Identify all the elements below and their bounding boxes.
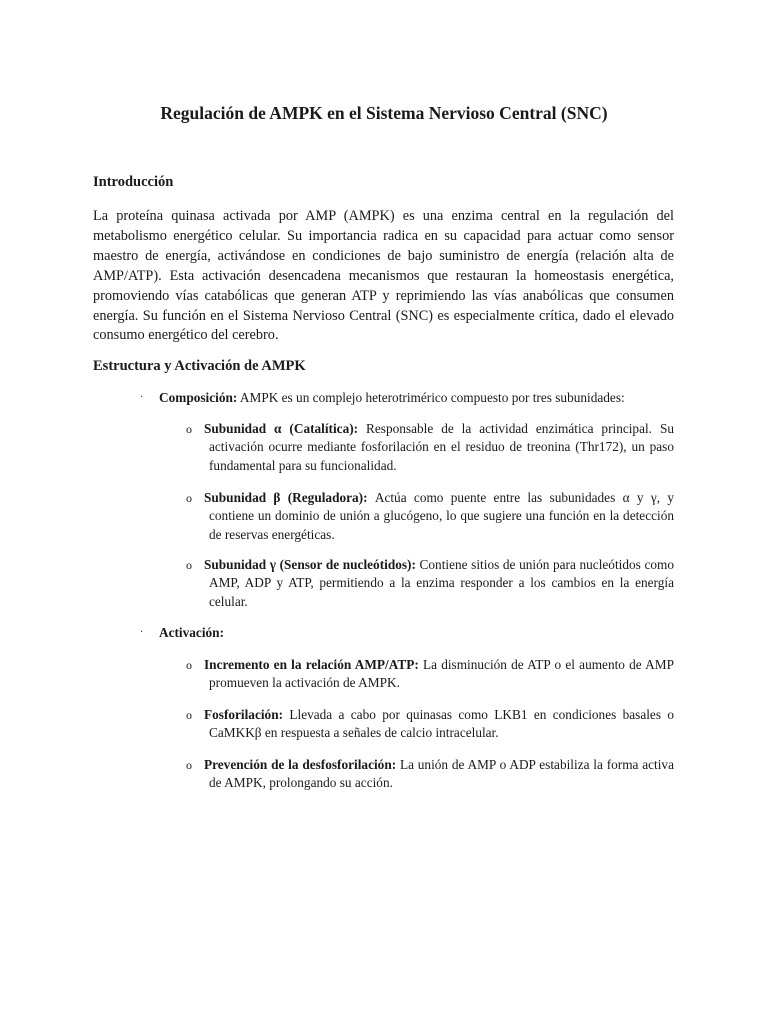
sub-item-dephosphorylation-prevention — [186, 756, 674, 793]
sub-marker: o — [186, 758, 192, 772]
sub-item-phosphorylation — [186, 706, 674, 743]
document-title: Regulación de AMPK en el Sistema Nervioso Central (SNC) — [160, 103, 608, 123]
sub-marker: o — [186, 708, 192, 722]
bullet-marker: · — [140, 392, 144, 403]
sub-item-label: Subunidad β (Reguladora): — [204, 490, 368, 505]
sub-item-text: La unión de AMP o ADP estabiliza la forma activa de AMPK, prolongando su acción. — [209, 757, 674, 791]
sub-item-text: Responsable de la actividad enzimática principal. Su activación ocurre mediante fosforilación en el residuo de treonina (Thr172), un paso fundamental para su funcionalidad. — [209, 421, 674, 473]
sub-item-text: La disminución de ATP o el aumento de AMP promueven la activación de AMPK. — [209, 657, 674, 691]
sub-item-label: Prevención de la desfosforilación: — [204, 757, 397, 772]
bullet-label: Activación: — [159, 625, 224, 640]
intro-paragraph: La proteína quinasa activada por AMP (AMPK) es una enzima central en la regulación del metabolismo energético celular. Su importancia radica en su capacidad para actuar como sensor maestro de energía, activándose en condiciones de bajo suministro de energía (relación alta de AMP/ATP). Esta activación desencadena mecanismos que restauran la homeostasis energética, promoviendo vías catabólicas que generan ATP y reprimiendo las vías anabólicas que consumen energía. Su función en el Sistema Nervioso Central (SNC) es especialmente crítica, dado el elevado consumo energético del cerebro. — [93, 208, 674, 344]
sub-item-label: Fosforilación: — [204, 707, 284, 722]
section-heading-intro: Introducción — [93, 174, 174, 190]
sub-marker: o — [186, 422, 192, 436]
bullet-activation — [159, 624, 679, 642]
sub-item-beta — [186, 489, 674, 544]
bullet-composition — [159, 389, 679, 407]
sub-item-text: Llevada a cabo por quinasas como LKB1 en condiciones basales o CaMKKβ en respuesta a señales de calcio intracelular. — [209, 707, 674, 741]
sub-item-text: Actúa como puente entre las subunidades α y γ, y contiene un dominio de unión a glucógeno, lo que sugiere una función en la detección de reservas energéticas. — [209, 490, 675, 542]
sub-marker: o — [186, 558, 192, 572]
sub-marker: o — [186, 658, 192, 672]
sub-item-text: Contiene sitios de unión para nucleótidos como AMP, ADP y ATP, permitiendo a la enzima responder a los cambios en la energía celular. — [209, 557, 674, 609]
sub-item-alpha — [186, 420, 674, 475]
sub-item-label: Subunidad γ (Sensor de nucleótidos): — [204, 557, 416, 572]
section-heading-structure: Estructura y Activación de AMPK — [93, 358, 306, 374]
sub-item-amp-atp — [186, 656, 674, 693]
sub-item-label: Incremento en la relación AMP/ATP: — [204, 657, 419, 672]
sub-item-label: Subunidad α (Catalítica): — [204, 421, 359, 436]
bullet-text: AMPK es un complejo heterotrimérico compuesto por tres subunidades: — [237, 390, 625, 405]
bullet-label: Composición: — [159, 390, 238, 405]
sub-item-gamma — [186, 556, 674, 611]
bullet-marker: · — [140, 627, 144, 638]
sub-marker: o — [186, 491, 192, 505]
